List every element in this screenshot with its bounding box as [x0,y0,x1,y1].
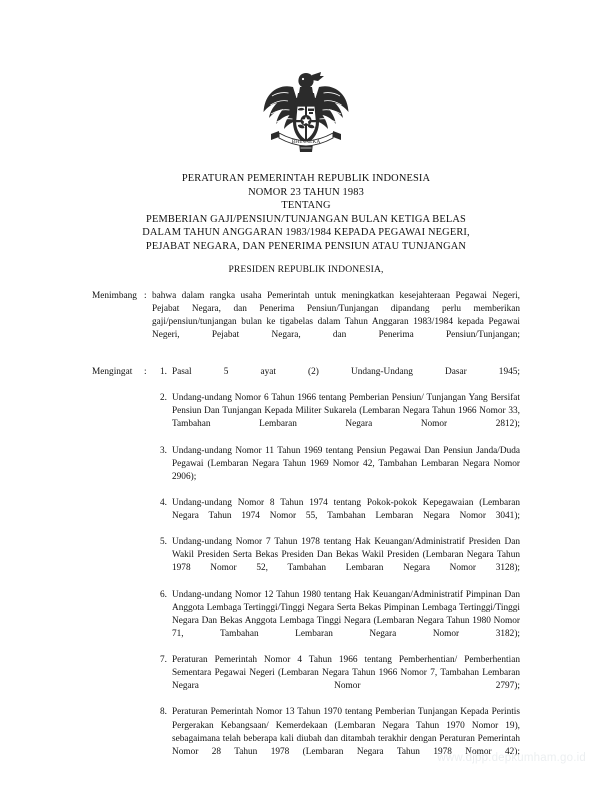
title-line-5: DALAM TAHUN ANGGARAN 1983/1984 KEPADA PEGAWAI NEGERI, [142,227,470,239]
legal-basis-item-number: 2. [160,393,167,404]
legal-basis-item-text: Peraturan Pemerintah Nomor 13 Tahun 1970 tentang Pemberian Tunjangan Kepada Perintis Pergerakan Kebangsaan/ Kemerdekaan (Lembaran Negara Tahun 1970 Nomor 19), sebagaimana telah beberapa kali diubah dan ditambah terakhir dengan Peraturan Pemerintah Nomor 28 Tahun 1978 (Lembaran Negara Tahun 1978 Nomor 42); [172,707,520,757]
document-title-block [92,172,520,254]
title-line-4: PEMBERIAN GAJI/PENSIUN/TUNJANGAN BULAN KETIGA BELAS [146,213,466,225]
menimbang-label: Menimbang [92,291,137,301]
legal-basis-item [152,654,520,706]
legal-basis-item-number: 5. [160,537,167,548]
legal-basis-item [152,445,520,497]
clause-mengingat [92,366,520,772]
emblem-container [0,70,612,160]
legal-basis-item-number: 4. [160,497,167,508]
legal-basis-item-text: Undang-undang Nomor 12 Tahun 1980 tentang Hak Keuangan/Administratif Pimpinan Dan Anggota Lembaga Tertinggi/Tinggi Negara Serta Bekas Pimpinan Lembaga Tertinggi/Tinggi Negara Dan Bekas Anggota Lembaga Tinggi Negara (Lembaran Negara Tahun 1980 Nomor 71, Tambahan Lembaran Negara Nomor 3182); [172,589,520,639]
legal-basis-item-text: Pasal 5 ayat (2) Undang-Undang Dasar 1945; [172,367,520,377]
menimbang-paragraph: bahwa dalam rangka usaha Pemerintah untuk meningkatkan kesejahteraan Pegawai Negeri, Pejabat Negara, dan Penerima Pensiun/Tunjangan dipandang perlu memberikan gaji/pensiun/tunjangan bulan ke tigabelas dalam Tahun Anggaran 1983/1984 kepada Pegawai Negeri, Pejabat Negara, dan Penerima Pensiun/Tunjangan; [152,291,520,341]
legal-basis-item [152,536,520,588]
legal-basis-item-number: 3. [160,445,167,456]
authority-line: PRESIDEN REPUBLIK INDONESIA, [228,264,384,275]
legal-basis-item [152,392,520,444]
title-line-tentang: TENTANG [281,200,331,212]
legal-basis-item-number: 7. [160,655,167,666]
legal-basis-item [152,497,520,536]
svg-text:BHINNEKA: BHINNEKA [291,139,321,145]
legal-basis-item-text: Peraturan Pemerintah Nomor 4 Tahun 1966 tentang Pemberhentian/ Pemberhentian Sementara Pegawai Negeri (Lembaran Negara Tahun 1966 Nomor 7, Tambahan Lembaran Negara Nomor 2797); [172,655,520,692]
mengingat-colon: : [144,367,147,377]
title-line-number: NOMOR 23 TAHUN 1983 [248,186,364,198]
mengingat-label: Mengingat [92,367,133,377]
legal-basis-item-number: 6. [160,589,167,600]
mengingat-body [152,366,520,772]
title-line-6: PEJABAT NEGARA, DAN PENERIMA PENSIUN ATAU TUNJANGAN [145,240,467,252]
legal-basis-item-text: Undang-undang Nomor 6 Tahun 1966 tentang Pemberian Pensiun/ Tunjangan Yang Bersifat Pensiun Dan Tunjangan Kepada Militer Sukarela (Lembaran Negara Tahun 1966 Nomor 33, Tambahan Lembaran Negara Nomor 2812); [172,393,520,430]
legal-basis-item [152,589,520,654]
menimbang-body [152,290,520,355]
site-watermark: www.djpp.depkumham.go.id [437,752,586,764]
legal-basis-item-text: Undang-undang Nomor 8 Tahun 1974 tentang Pokok-pokok Kepegawaian (Lembaran Negara Tahun 1974 Nomor 55, Tambahan Lembaran Negara Nomor 3041); [172,497,520,522]
legal-basis-item-text: Undang-undang Nomor 11 Tahun 1969 tentang Pensiun Pegawai Dan Pensiun Janda/Duda Pegawai (Lembaran Negara Tahun 1969 Nomor 42, Tambahan Lembaran Negara Nomor 2906); [172,445,520,482]
legal-basis-list [152,366,520,772]
garuda-pancasila-emblem [262,70,350,160]
title-line-1: PERATURAN PEMERINTAH REPUBLIK INDONESIA [181,173,431,184]
menimbang-colon: : [144,291,147,301]
clause-menimbang [92,290,520,355]
legal-basis-item-number: 8. [160,707,167,718]
legal-basis-item-number: 1. [160,367,167,377]
legal-basis-item-text: Undang-undang Nomor 7 Tahun 1978 tentang Hak Keuangan/Administratif Presiden Dan Wakil Presiden Serta Bekas Presiden Dan Bekas Wakil Presiden (Lembaran Negara Tahun 1978 Nomor 52, Tambahan Lembaran Negara Nomor 3128); [172,537,520,574]
legal-basis-item [152,366,520,392]
